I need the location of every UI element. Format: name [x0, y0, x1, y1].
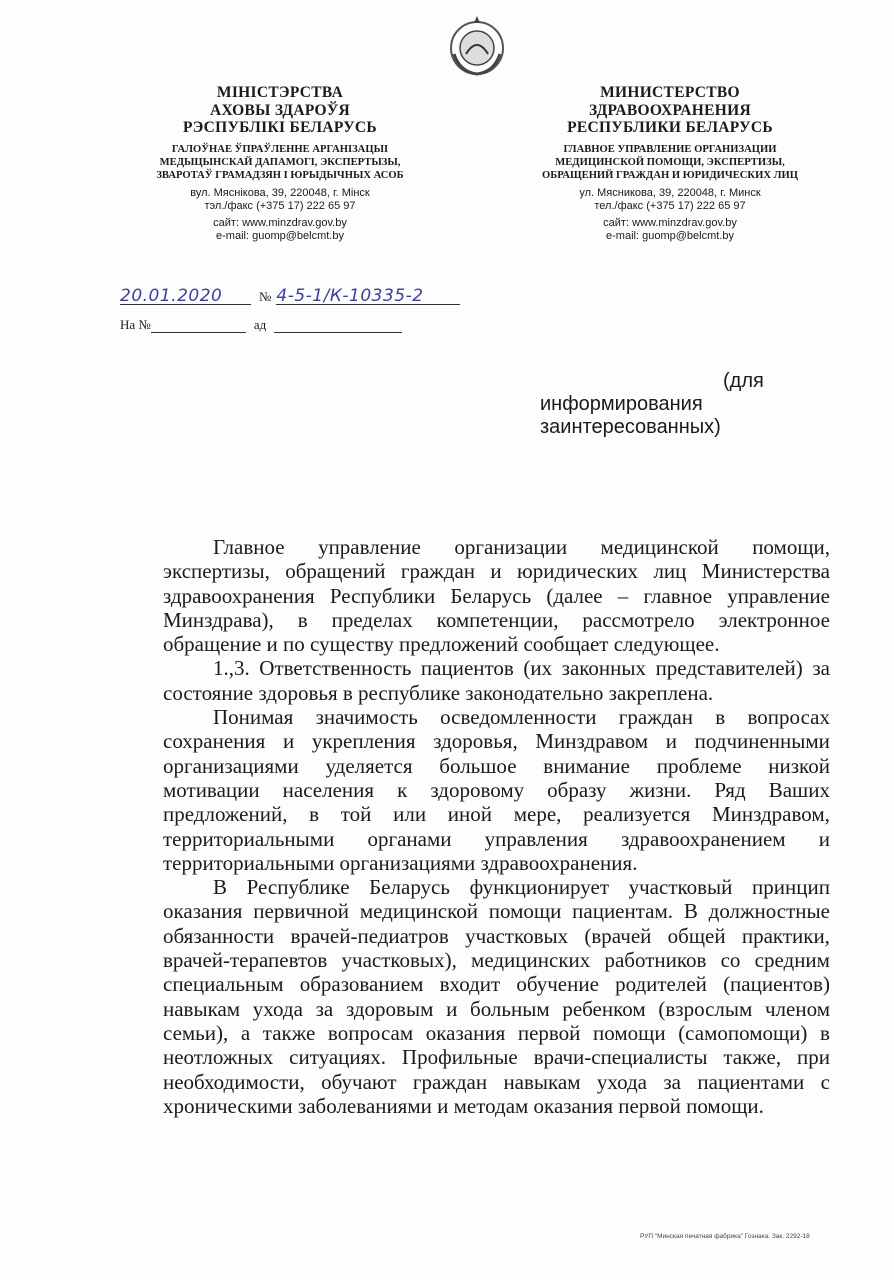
- printer-imprint: РУП "Минская печатная фабрика" Гознака. Зак. 2292-18: [640, 1233, 810, 1240]
- paragraph: [163, 875, 830, 1118]
- email: e-mail: guomp@belcmt.by: [606, 230, 734, 242]
- address: вул. Мяснікова, 39, 220048, г. Мінск: [190, 186, 370, 199]
- website: сайт: www.minzdrav.gov.by: [213, 216, 347, 229]
- letter-number: 4-5-1/К-10335-2: [276, 286, 460, 305]
- body-line: семьи), а также вопросам оказания первой помощи (самопомощи) в: [163, 1020, 830, 1045]
- number-label: №: [259, 289, 272, 304]
- addressee: [540, 370, 764, 439]
- department-name: ГАЛОЎНАЕ ЎПРАЎЛЕННЕ АРГАНІЗАЦЫІ: [171, 143, 389, 155]
- ministry-name: РЭСПУБЛІКІ БЕЛАРУСЬ: [183, 119, 377, 136]
- phone: тел./факс (+375 17) 222 65 97: [594, 200, 746, 212]
- body-line: обращение и по существу предложений сообщает следующее.: [163, 632, 720, 657]
- department-name: ЗВАРОТАЎ ГРАМАДЗЯН І ЮРЫДЫЧНЫХ АСОБ: [156, 169, 404, 181]
- ministry-name: ЗДРАВООХРАНЕНИЯ: [589, 101, 751, 119]
- registration-block: [120, 283, 460, 333]
- body-line: 1.,3. Ответственность пациентов (их законных представителей) за: [213, 656, 830, 681]
- letter-date: 20.01.2020: [120, 286, 251, 305]
- department-name: МЕДИЦИНСКОЙ ПОМОЩИ, ЭКСПЕРТИЗЫ,: [555, 156, 785, 168]
- body-line: оказания первичной медицинской помощи пациентам. В должностные: [163, 899, 830, 924]
- email: e-mail: guomp@belcmt.by: [216, 230, 344, 242]
- state-emblem-icon: [446, 14, 508, 78]
- department-name: МЕДЫЦЫНСКАЙ ДАПАМОГІ, ЭКСПЕРТЫЗЫ,: [159, 156, 401, 168]
- body-line: специальным образованием входит обучение родителей (пациентов): [163, 972, 830, 997]
- paragraph: [163, 656, 830, 705]
- body-line: Минздрава), в пределах компетенции, рассмотрело электронное: [163, 607, 830, 632]
- body-line: предложений, в той или иной мере, реализуется Минздравом,: [163, 802, 830, 827]
- header-russian: [500, 84, 840, 244]
- body-line: Главное управление организации медицинской помощи,: [213, 535, 830, 559]
- ministry-name: МІНІСТЭРСТВА: [216, 84, 344, 101]
- body-line: необходимости, обучают граждан навыкам ухода за пациентами с: [163, 1069, 830, 1094]
- body-line: навыкам ухода за здоровым и больным ребенком (взрослым членом: [163, 996, 830, 1021]
- header-belarusian: [110, 84, 450, 244]
- body-line: обязанности врачей-педиатров участковых (врачей общей практики,: [163, 923, 830, 948]
- paragraph: [163, 535, 830, 656]
- paragraph: [163, 705, 830, 875]
- addressee-line: (для: [723, 370, 764, 392]
- letter-body: [163, 535, 830, 1118]
- ministry-name: РЕСПУБЛИКИ БЕЛАРУСЬ: [567, 119, 773, 136]
- ministry-name: АХОВЫ ЗДАРОЎЯ: [209, 101, 351, 119]
- body-line: хроническими заболеваниями и методам оказания первой помощи.: [163, 1093, 764, 1118]
- body-line: неотложных ситуациях. Профильные врачи-специалисты также, при: [163, 1045, 830, 1070]
- phone: тэл./факс (+375 17) 222 65 97: [204, 200, 356, 212]
- body-line: состояние здоровья в республике законодательно закреплена.: [163, 680, 714, 705]
- body-line: врачей-терапевтов участковых), медицинских работников со средним: [163, 948, 830, 973]
- body-line: мотивации населения к здоровому образу жизни. Ряд Ваших: [163, 777, 830, 802]
- body-line: здравоохранения Республики Беларусь (далее – главное управление: [163, 583, 830, 608]
- addressee-line: заинтересованных): [540, 416, 721, 438]
- body-line: территориальными организациями здравоохранения.: [163, 850, 638, 875]
- department-name: ОБРАЩЕНИЙ ГРАЖДАН И ЮРИДИЧЕСКИХ ЛИЦ: [541, 169, 799, 181]
- department-name: ГЛАВНОЕ УПРАВЛЕНИЕ ОРГАНИЗАЦИИ: [563, 143, 777, 155]
- body-line: экспертизы, обращений граждан и юридических лиц Министерства: [163, 559, 830, 584]
- body-line: организациями уделяется большое внимание проблеме низкой: [163, 753, 830, 778]
- reply-label: На №: [120, 317, 151, 332]
- addressee-line: информирования: [540, 393, 703, 415]
- body-line: Понимая значимость осведомленности граждан в вопросах: [213, 705, 830, 730]
- address: ул. Мясникова, 39, 220048, г. Минск: [579, 186, 761, 199]
- body-line: В Республике Беларусь функционирует участковый принцип: [213, 875, 830, 900]
- body-line: сохранения и укрепления здоровья, Минздравом и подчиненными: [163, 729, 830, 754]
- ministry-name: МИНИСТЕРСТВО: [600, 84, 740, 101]
- body-line: территориальными органами управления здравоохранением и: [163, 826, 830, 851]
- website: сайт: www.minzdrav.gov.by: [603, 216, 737, 229]
- from-label: ад: [253, 317, 267, 332]
